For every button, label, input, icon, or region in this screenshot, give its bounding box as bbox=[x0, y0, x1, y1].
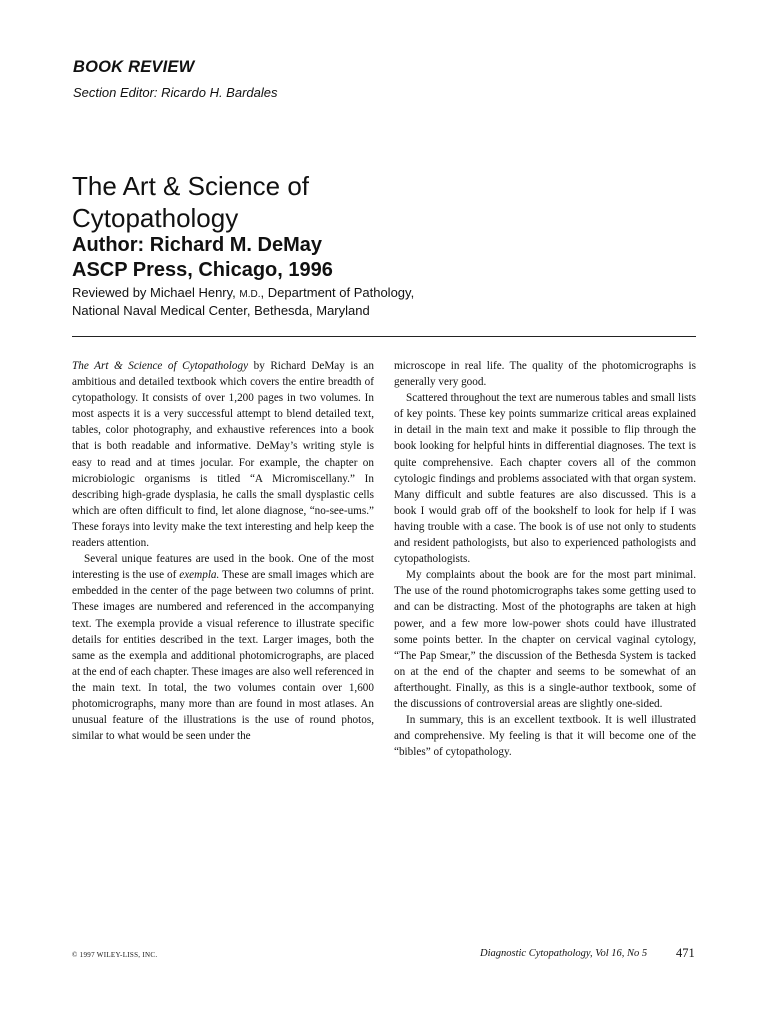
exempla-term: exempla. bbox=[179, 569, 220, 582]
section-label: BOOK REVIEW bbox=[73, 58, 195, 76]
text-column-right bbox=[394, 358, 696, 760]
journal-citation: Diagnostic Cytopathology, Vol 16, No 5 bbox=[480, 948, 648, 959]
paragraph-4: My complaints about the book are for the most part minimal. The use of the round photomicrographs takes some getting used to and can be distracting. Most of the photographs are taken at high power, and a few more low-power shots could have illustrated some points better. In the chapter on cervical vaginal cytology, “The Pap Smear,” the discussion of the Bethesda System is tacked on at the end of the chapter and seems to be somewhat of an afterthought. Finally, as this is a single-author textbook, some of the discussions of controversial areas are slightly one-sided. bbox=[394, 569, 696, 710]
book-details bbox=[72, 233, 692, 283]
paragraph-1 bbox=[72, 358, 374, 551]
page-number: 471 bbox=[676, 946, 695, 960]
book-publisher: ASCP Press, Chicago, 1996 bbox=[72, 259, 333, 281]
header-divider bbox=[72, 336, 696, 337]
article-title-line2: Cytopathology bbox=[72, 203, 239, 233]
reviewer-prefix: Reviewed by Michael Henry, bbox=[72, 285, 240, 300]
paragraph-2-continued: microscope in real life. The quality of the photomicrographs is generally very good. bbox=[394, 360, 696, 389]
reviewer-suffix: , Department of Pathology, bbox=[260, 285, 415, 300]
copyright-notice: © 1997 WILEY-LISS, INC. bbox=[72, 951, 158, 959]
article-title bbox=[72, 170, 692, 234]
section-editor: Section Editor: Ricardo H. Bardales bbox=[73, 85, 278, 100]
paragraph-1-text: by Richard DeMay is an ambitious and detailed textbook which covers the entire breadth of cytopathology. It consists of over 1,200 pages in two volumes. In most aspects it is a very successful attempt to blend detailed text, tables, color photography, and exhaustive references into a book that is both readable and informative. DeMay’s writing style is easy to read and at times jocular. For example, the chapter on microbiologic organisms is titled “A Micromiscellany.” In describing high-grade dysplasia, he calls the small dysplastic cells which are often difficult to find, let alone diagnose, “no-see-ums.” These forays into levity make the text interesting and help keep the readers attention. bbox=[72, 360, 374, 550]
reviewer-affiliation: National Naval Medical Center, Bethesda, Maryland bbox=[72, 303, 370, 318]
book-author: Author: Richard M. DeMay bbox=[72, 234, 323, 256]
book-title-italic: The Art & Science of Cytopathology bbox=[72, 360, 249, 372]
paragraph-2 bbox=[72, 551, 374, 744]
paragraph-5: In summary, this is an excellent textbook. It is well illustrated and comprehensive. My feeling is that it will become one of the “bibles” of cytopathology. bbox=[394, 714, 696, 759]
reviewer-credit bbox=[72, 285, 692, 319]
article-title-line1: The Art & Science of bbox=[72, 171, 310, 201]
paragraph-2-text-a: Several unique features are used in the book. One of the most interesting is the use of bbox=[72, 553, 374, 582]
paragraph-3: Scattered throughout the text are numerous tables and small lists of key points. These key points summarize critical areas explained in detail in the main text and make it possible to flip through the book looking for helpful hints in differential diagnoses. The text is quite comprehensive. Each chapter covers all of the common cytologic findings and problems associated with that organ system. Many difficult and subtle features are also discussed. This is a book I would grab off of the bookshelf to look for help if I was having trouble with a case. The book is of use not only to students and resident pathologists, but also to experienced pathologists and cytopathologists. bbox=[394, 392, 696, 566]
paragraph-2-text-b: These are small images which are embedded in the center of the page between two columns of print. These images are numbered and referenced in the accompanying text. The exempla provide a visual reference to illustrate specific details for entities described in the text. Larger images, both the same as the exempla and additional photomicrographs, are placed at the end of each chapter. These images are also well referenced in the main text. In total, the two volumes contain over 1,600 photomicrographs, many more than are found in most atlases. An unusual feature of the illustrations is the use of round photos, similar to what would be seen under the bbox=[72, 569, 375, 743]
reviewer-degree: M.D. bbox=[239, 289, 261, 300]
text-column-left bbox=[72, 358, 374, 744]
